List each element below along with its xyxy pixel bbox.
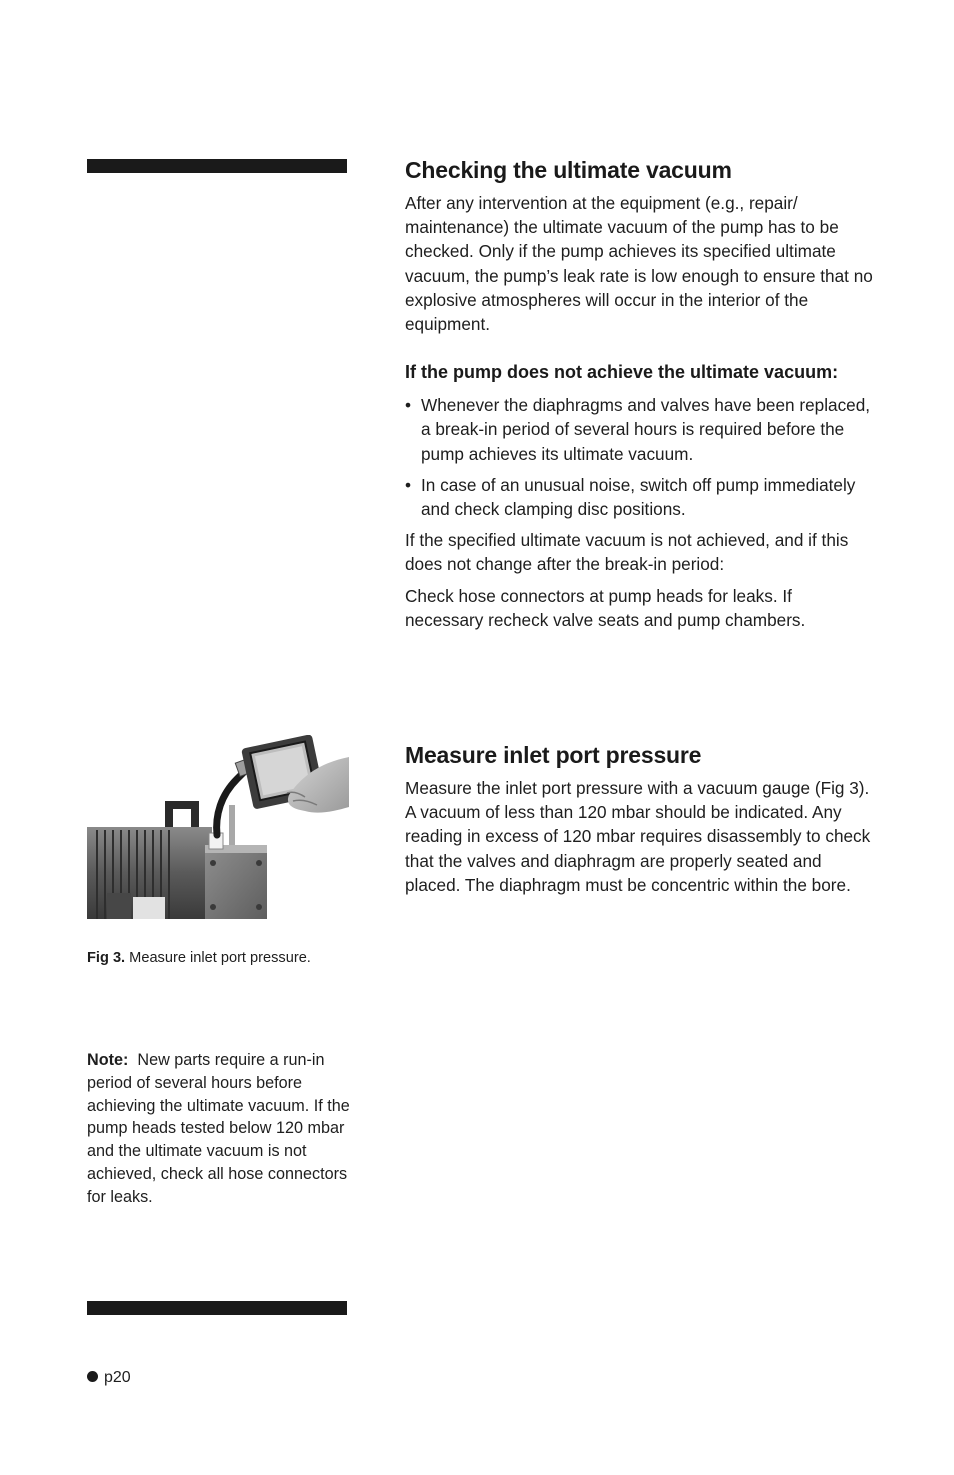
subheading: If the pump does not achieve the ultimate vacuum: bbox=[405, 362, 839, 383]
note-label: Note: bbox=[87, 1051, 129, 1069]
top-rule bbox=[87, 159, 347, 173]
note-text: New parts require a run-in period of several hours before achieving the ultimate vacuum. If the pump heads tested below 120 mbar and the ultimate vacuum is not achieved, check all hose connectors for leaks. bbox=[87, 1051, 350, 1206]
bullet-icon bbox=[87, 1371, 98, 1382]
page-number-text: p20 bbox=[104, 1369, 131, 1386]
bottom-rule bbox=[87, 1301, 347, 1315]
paragraph: If the specified ultimate vacuum is not achieved, and if this does not change after the break-in period: bbox=[405, 530, 849, 575]
note-box bbox=[87, 1049, 355, 1209]
paragraph: Check hose connectors at pump heads for leaks. If necessary recheck valve seats and pump chambers. bbox=[405, 585, 806, 630]
list-item bbox=[405, 393, 875, 466]
section-measure-inlet-port-pressure bbox=[405, 741, 875, 897]
figure-photo-vacuum-gauge-on-pump bbox=[87, 735, 349, 919]
list-item-text: In case of an unusual noise, switch off pump immediately and check clamping disc positions. bbox=[421, 474, 856, 520]
figure-caption-text: Measure inlet port pressure. bbox=[129, 950, 311, 966]
figure-label: Fig 3. bbox=[87, 950, 126, 966]
section-checking-ultimate-vacuum bbox=[405, 156, 875, 639]
bullet-list bbox=[405, 393, 875, 521]
list-item bbox=[405, 473, 875, 521]
body-paragraph: Measure the inlet port pressure with a vacuum gauge (Fig 3). A vacuum of less than 120 mbar should be indicated. Any reading in excess of 120 mbar requires disassembly to check that the valves and diaphragm are properly seated and placed. The diaphragm must be concentric within the bore. bbox=[405, 778, 871, 895]
intro-paragraph: After any intervention at the equipment (e.g., repair/ maintenance) the ultimate vacuum of the pump has to be checked. Only if the pump achieves its specified ultimate vacuum, the pump’s leak rate is low enough to ensure that no explosive atmospheres will occur in the interior of the equipment. bbox=[405, 193, 873, 335]
bullet-glyph: • bbox=[405, 474, 412, 495]
bullet-glyph: • bbox=[405, 395, 412, 416]
figure-caption bbox=[87, 948, 311, 968]
section-title: Measure inlet port pressure bbox=[405, 742, 702, 768]
page-number bbox=[87, 1368, 131, 1388]
section-title: Checking the ultimate vacuum bbox=[405, 157, 732, 183]
list-item-text: Whenever the diaphragms and valves have been replaced, a break-in period of several hours is required before the pump achieves its ultimate vacuum. bbox=[421, 395, 871, 464]
